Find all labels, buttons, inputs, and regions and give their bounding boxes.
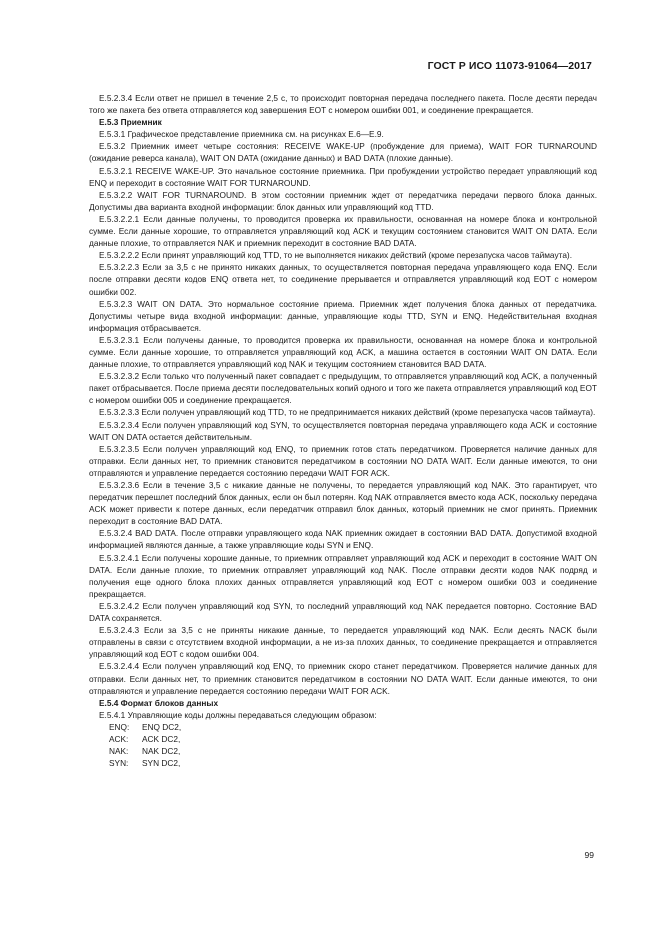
text-run: E.5.3.2.1 RECEIVE WAKE-UP. Это начальное состояние приемника. При пробуждении устройство передает управляющий код ENQ и переходит в состояние WAIT FOR TURNAROUND. — [89, 165, 597, 188]
text-run: E.5.3.2.4.4 Если получен управляющий код ENQ, то приемник скоро станет передатчиком. Проверяется наличие данных для отправки. Если данных нет, то приемник становится передатчиком в состоянии NO DATA WAIT. Если данные имеются, то они отправляются и управление передается состоянию передачи WAIT FOR ACK. — [89, 661, 597, 696]
paragraph-list — [89, 92, 597, 721]
text-run: E.5.3.2.3.5 Если получен управляющий код ENQ, то приемник готов стать передатчиком. Проверяется наличие данных для отправки. Если данных нет, то приемник становится передатчиком в состоянии NO DATA WAIT. Если данные имеются, то они отправляются и управление передается состоянию передачи WAIT FOR ACK. — [89, 443, 597, 478]
paragraph — [89, 660, 597, 696]
paragraph — [89, 419, 597, 443]
bold-text: E.5.4 Формат блоков данных — [99, 697, 219, 708]
text-run: E.5.3.2.3.1 Если получены данные, то проводится проверка их правильности, основанная на номере блока и контрольной сумме. Если данные хорошие, то отправляется управляющий код ACK, а машина остается в состоянии WAIT ON DATA. Если данные плохие, то отправляется управляющий код NAK и текущим состоянием становится BAD DATA. — [89, 334, 597, 370]
paragraph — [89, 165, 597, 189]
text-run: E.5.3.2.3.3 Если получен управляющий код TTD, то не предпринимается никаких действий (кроме перезапуска часов таймаута). — [99, 407, 596, 418]
control-code-key: ACK: — [109, 733, 129, 744]
text-run: E.5.3.2.2.3 Если за 3,5 с не принято никаких данных, то осуществляется повторная передача управляющего кода ENQ. Если после отправки десяти кодов ENQ ответа нет, то соединение прерывается и отправляется управляющий код EOT с номером ошибки 002. — [89, 262, 597, 297]
paragraph — [89, 140, 597, 164]
text-run: E.5.3.2.4 BAD DATA. После отправки управляющего кода NAK приемник ожидает в состоянии BAD DATA. Допустимой входной информацией являются данные, а также управляющие коды SYN и ENQ. — [89, 528, 597, 551]
bold-text: E.5.3 Приемник — [99, 117, 162, 128]
paragraph — [89, 600, 597, 624]
text-run: E.5.3.2.4.2 Если получен управляющий код SYN, то последний управляющий код NAK передается повторно. Состояние BAD DATA сохраняется. — [89, 600, 597, 624]
page-number: 99 — [584, 850, 594, 860]
control-code-row — [89, 721, 597, 733]
text-run: E.5.3.1 Графическое представление приемника см. на рисунках E.6—E.9. — [99, 129, 384, 140]
text-run: E.5.3.2.3.6 Если в течение 3,5 с никакие данные не получены, то передается управляющий код NAK. Это гарантирует, что передатчик перешлет последний блок данных, если он был потерян. Код NAK отправляется вместо кода ACK, поскольку передача ACK может привести к потере данных, если передатчик отправил блок данных, который приемник не смог принять. Приемник переходит в состояние BAD DATA. — [89, 480, 597, 527]
control-code-key: ENQ: — [109, 721, 130, 732]
control-code-row — [89, 757, 597, 769]
paragraph — [89, 624, 597, 660]
document-body — [89, 92, 597, 769]
text-run: E.5.3.2.3.4 Если получен управляющий код SYN, то осуществляется повторная передача управляющего кода ACK и состояние WAIT ON DATA остается действительным. — [89, 419, 597, 442]
text-run: E.5.3.2.2.2 Если принят управляющий код TTD, то не выполняется никаких действий (кроме перезапуска часов таймаута). — [99, 250, 572, 261]
paragraph — [89, 128, 597, 140]
control-code-row — [89, 733, 597, 745]
paragraph — [89, 406, 597, 418]
control-code-value: NAK DC2, — [142, 746, 181, 757]
text-run: E.5.2.3.4 Если ответ не пришел в течение 2,5 с, то происходит повторная передача последнего пакета. После десяти передач того же пакета без ответа отправляется код завершения EOT с номером ошибки 001, и соединение прекращается. — [89, 93, 597, 116]
paragraph — [89, 527, 597, 551]
paragraph — [89, 261, 597, 297]
text-run: E.5.3.2.3 WAIT ON DATA. Это нормальное состояние приема. Приемник ждет получения блока данных от передатчика. Допустимы четыре вида входной информации: данные, управляющие коды TTD, SYN и ENQ. Недействительная входная информация отбрасывается. — [89, 298, 597, 333]
text-run: E.5.4.1 Управляющие коды должны передаваться следующим образом: — [99, 709, 377, 720]
control-code-key: NAK: — [109, 746, 129, 757]
text-run: E.5.3.2.2.1 Если данные получены, то проводится проверка их правильности, основанная на номере блока и контрольной сумме. Если данные хорошие, то отправляется управляющий код ACK и текущим состоянием становится WAIT ON DATA. Если данные плохие, то отправляется NAK и приемник переходит в состояние BAD DATA. — [89, 213, 597, 249]
paragraph — [89, 697, 597, 709]
paragraph — [89, 552, 597, 600]
control-code-row — [89, 745, 597, 757]
text-run: E.5.3.2.4.1 Если получены хорошие данные, то приемник отправляет управляющий код ACK и переходит в состояние WAIT ON DATA. Если данные плохие, то приемник отправляет управляющий код NAK. После отправки десяти кодов NAK подряд и получения еще одного блока плохих данных отправляется управляющий код EOT с номером ошибки 003 и соединение прекращается. — [89, 552, 597, 599]
text-run: E.5.3.2.2 WAIT FOR TURNAROUND. В этом состоянии приемник ждет от передатчика передачи первого блока данных. Допустимы два варианта входной информации: блок данных или управляющий код TTD. — [89, 189, 597, 212]
control-code-key: SYN: — [109, 758, 129, 769]
paragraph — [89, 213, 597, 249]
paragraph — [89, 92, 597, 116]
paragraph — [89, 479, 597, 527]
control-code-value: ACK DC2, — [142, 733, 181, 744]
document-header: ГОСТ Р ИСО 11073-91064—2017 — [427, 60, 592, 72]
paragraph — [89, 709, 597, 721]
text-run: E.5.3.2.4.3 Если за 3,5 с не приняты никакие данные, то передается управляющий код NAK. Если десять NACK были отправлены в связи с отсутствием входной информации, а не из-за плохих данных, то соединение прекращается и отправляется управляющий код EOT с кодом ошибки 004. — [89, 625, 597, 660]
paragraph — [89, 189, 597, 213]
paragraph — [89, 298, 597, 334]
text-run: E.5.3.2.3.2 Если только что полученный пакет совпадает с предыдущим, то отправляется управляющий код ACK, а полученный пакет отбрасывается. После приема десяти последовательных копий одного и того же пакета отправляется управляющий код EOT с номером ошибки 005 и соединение прекращается. — [89, 371, 597, 406]
control-code-value: ENQ DC2, — [142, 721, 182, 732]
paragraph — [89, 443, 597, 479]
paragraph — [89, 116, 597, 128]
text-run: E.5.3.2 Приемник имеет четыре состояния: RECEIVE WAKE-UP (пробуждение для приема), WAIT FOR TURNAROUND (ожидание реверса канала), WAIT ON DATA (ожидание данных) и BAD DATA (плохие данные). — [89, 141, 597, 164]
paragraph — [89, 334, 597, 370]
paragraph — [89, 370, 597, 406]
control-code-value: SYN DC2, — [142, 758, 181, 769]
control-code-list — [89, 721, 597, 769]
paragraph — [89, 249, 597, 261]
